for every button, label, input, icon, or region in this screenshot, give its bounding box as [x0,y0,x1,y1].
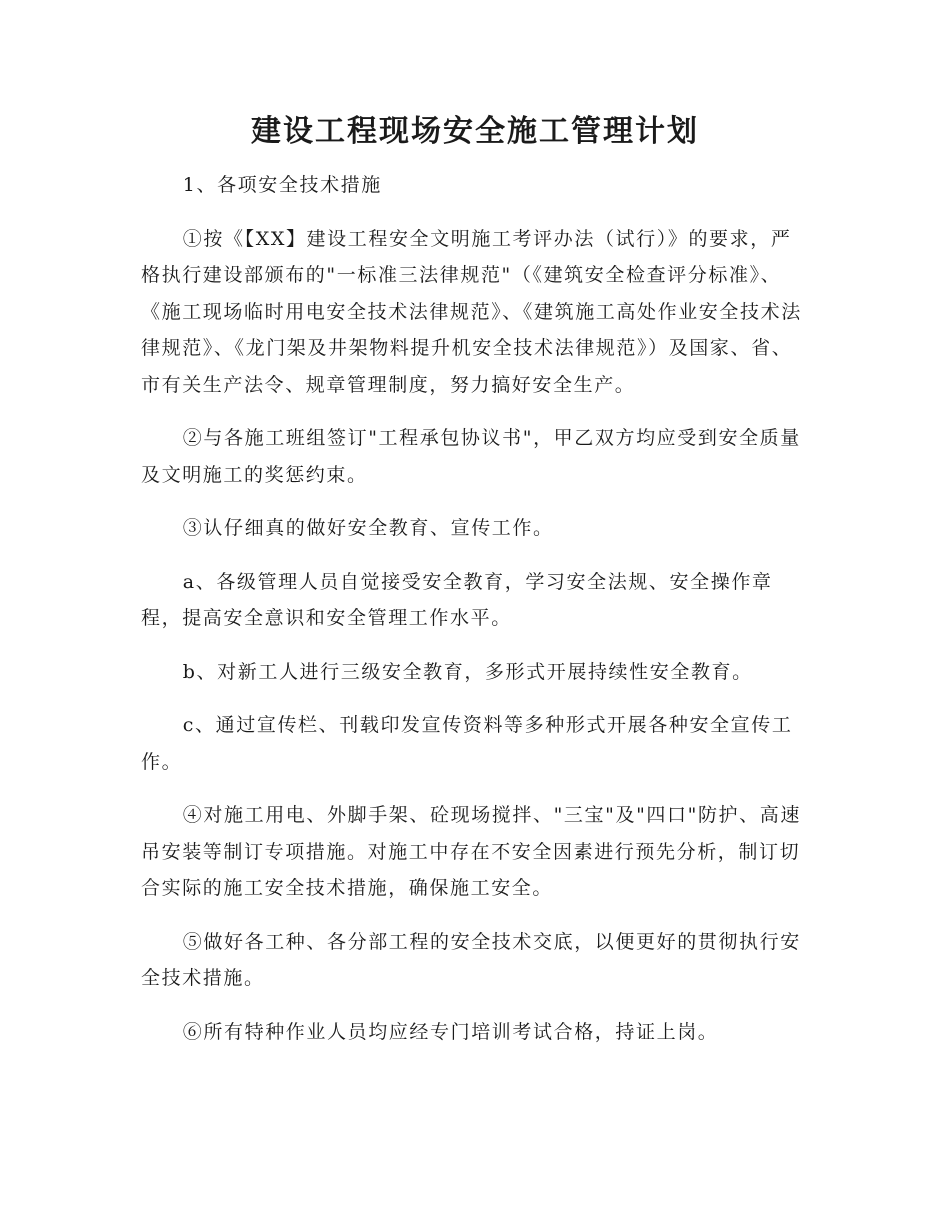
document-body [141,167,809,1067]
paragraph-item-2: ②与各施工班组签订"工程承包协议书"，甲乙双方均应受到安全质量及文明施工的奖惩约束。 [141,427,801,486]
paragraph-item-3: ③认仔细真的做好安全教育、宣传工作。 [182,517,554,539]
paragraph-item-5: ⑤做好各工种、各分部工程的安全技术交底，以便更好的贯彻执行安全技术措施。 [141,930,801,989]
paragraph-sub-a: a、各级管理人员自觉接受安全教育，学习安全法规、安全操作章程，提高安全意识和安全管理工作水平。 [141,570,773,629]
document-title: 建设工程现场安全施工管理计划 [251,114,699,149]
paragraph-sub-b: b、对新工人进行三级安全教育，多形式开展持续性安全教育。 [182,660,753,683]
paragraph-sub-c: c、通过宣传栏、刊载印发宣传资料等多种形式开展各种安全宣传工作。 [141,714,793,773]
paragraph-item-1: ①按《【XX】建设工程安全文明施工考评办法（试行）》的要求，严格执行建设部颁布的"一标准三法律规范"（《建筑安全检查评分标准》、《施工现场临时用电安全技术法律规范》、《建筑施工高处作业安全技术法律规范》、《龙门架及井架物料提升机安全技术法律规范》）及国家、省、市有关生产法令、规章管理制度，努力搞好安全生产。 [141,227,802,396]
paragraph-item-4: ④对施工用电、外脚手架、砼现场搅拌、"三宝"及"四口"防护、高速吊安装等制订专项措施。对施工中存在不安全因素进行预先分析，制订切合实际的施工安全技术措施，确保施工安全。 [141,804,801,899]
section-heading: 1、各项安全技术措施 [182,174,382,196]
paragraph-item-6: ⑥所有特种作业人员均应经专门培训考试合格，持证上岗。 [182,1020,719,1043]
